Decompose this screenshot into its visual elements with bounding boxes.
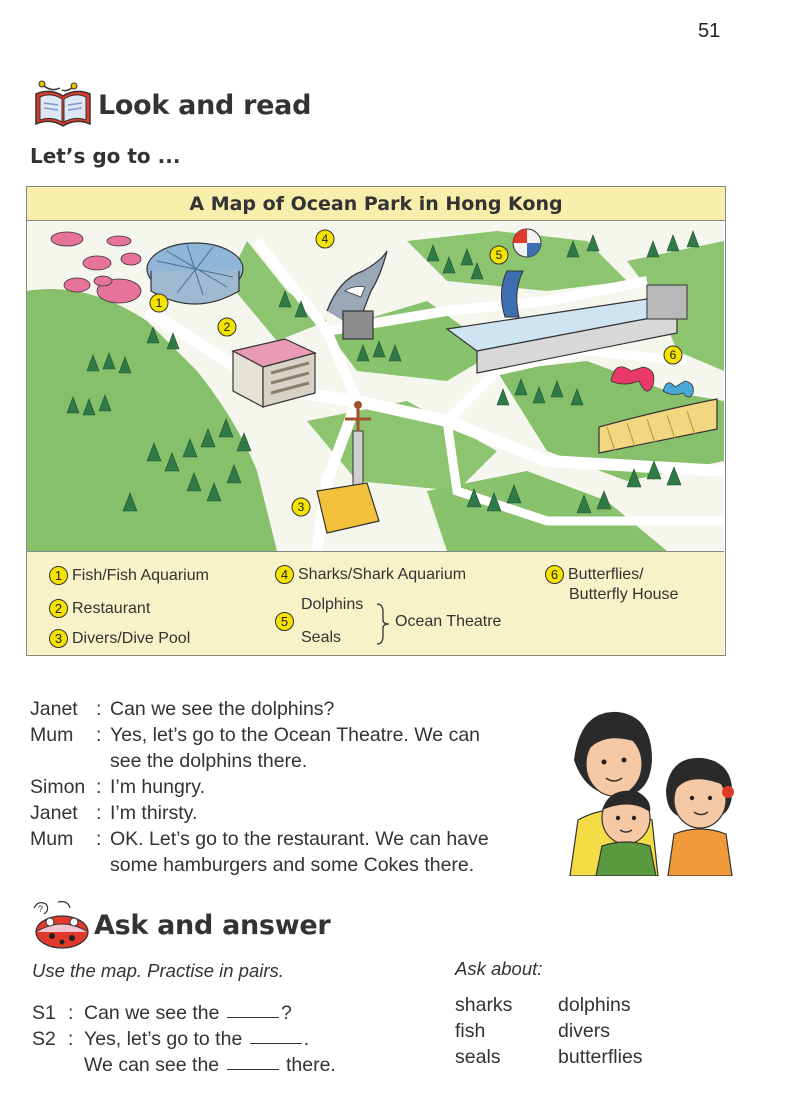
svg-text:2: 2: [223, 320, 231, 334]
dialogue-line: Janet : I’m thirsty.: [30, 802, 198, 824]
word-item: divers: [558, 1020, 611, 1042]
answer-blank: [227, 1052, 279, 1070]
legend-item-1: 1 Fish/Fish Aquarium: [49, 566, 209, 585]
svg-text:1: 1: [155, 296, 163, 310]
dialogue-line: Janet : Can we see the dolphins?: [30, 698, 335, 720]
park-map-illustration: [27, 221, 724, 551]
word-item: dolphins: [558, 994, 631, 1016]
legend-item-3: 3 Divers/Dive Pool: [49, 629, 190, 648]
restaurant-building: [233, 339, 315, 407]
svg-text:6: 6: [669, 348, 677, 362]
word-item: fish: [455, 1020, 486, 1042]
map-marker-1: [150, 294, 168, 312]
map-panel: [26, 186, 726, 656]
legend-butterfly-house: Butterfly House: [569, 586, 679, 603]
dialogue-line-continued: see the dolphins there.: [110, 750, 308, 772]
map-marker-2: [218, 318, 236, 336]
section-title: Look and read: [98, 89, 312, 121]
legend-item-6: 6 Butterflies/: [545, 565, 644, 584]
family-illustration: [560, 700, 760, 876]
dialogue-line-continued: some hamburgers and some Cokes there.: [110, 854, 475, 876]
word-item: sharks: [455, 994, 513, 1016]
legend-item-4: 4 Sharks/Shark Aquarium: [275, 565, 466, 584]
section-header-look-and-read: [30, 78, 311, 132]
answer-blank: [250, 1026, 302, 1044]
brace-icon: [375, 602, 393, 646]
word-item: butterflies: [558, 1046, 643, 1068]
practice-sentences: [32, 1000, 336, 1078]
book-icon: [30, 78, 98, 132]
legend-seals: Seals: [301, 629, 342, 646]
map-title: A Map of Ocean Park in Hong Kong: [27, 187, 725, 221]
ask-about-label: Ask about:: [455, 958, 543, 979]
practice-line-s1: S1 : Can we see the ?: [32, 1002, 292, 1024]
svg-text:?: ?: [38, 904, 44, 914]
map-marker-6: [664, 346, 682, 364]
page-number: 51: [698, 20, 721, 42]
section-header-ask-and-answer: [28, 898, 330, 952]
dialogue-line: Simon : I’m hungry.: [30, 776, 206, 798]
map-legend: [27, 551, 724, 655]
svg-text:4: 4: [321, 232, 329, 246]
dialogue-line: Mum : Yes, let’s go to the Ocean Theatre. We can: [30, 724, 481, 746]
answer-blank: [227, 1000, 279, 1018]
ladybird-icon: [28, 898, 94, 952]
dialogue-line: Mum : OK. Let’s go to the restaurant. We can have: [30, 828, 489, 850]
section-title: Ask and answer: [94, 909, 331, 941]
dialogue: [30, 696, 570, 878]
legend-item-5: 5: [275, 612, 298, 631]
svg-text:5: 5: [495, 248, 503, 262]
legend-item-2: 2 Restaurant: [49, 599, 150, 618]
legend-ocean-theatre: Ocean Theatre: [395, 613, 502, 630]
practice-line-s2-continued: We can see the there.: [84, 1054, 336, 1076]
instruction-text: Use the map. Practise in pairs.: [32, 960, 284, 981]
legend-dolphins: Dolphins: [301, 596, 364, 613]
svg-text:3: 3: [297, 500, 305, 514]
map-marker-3: [292, 498, 310, 516]
ask-about-words: [455, 992, 668, 1070]
practice-line-s2: S2 : Yes, let’s go to the .: [32, 1028, 310, 1050]
map-marker-5: [490, 246, 508, 264]
map-marker-4: [316, 230, 334, 248]
subtitle: Let’s go to ...: [30, 144, 181, 168]
word-item: seals: [455, 1046, 501, 1068]
